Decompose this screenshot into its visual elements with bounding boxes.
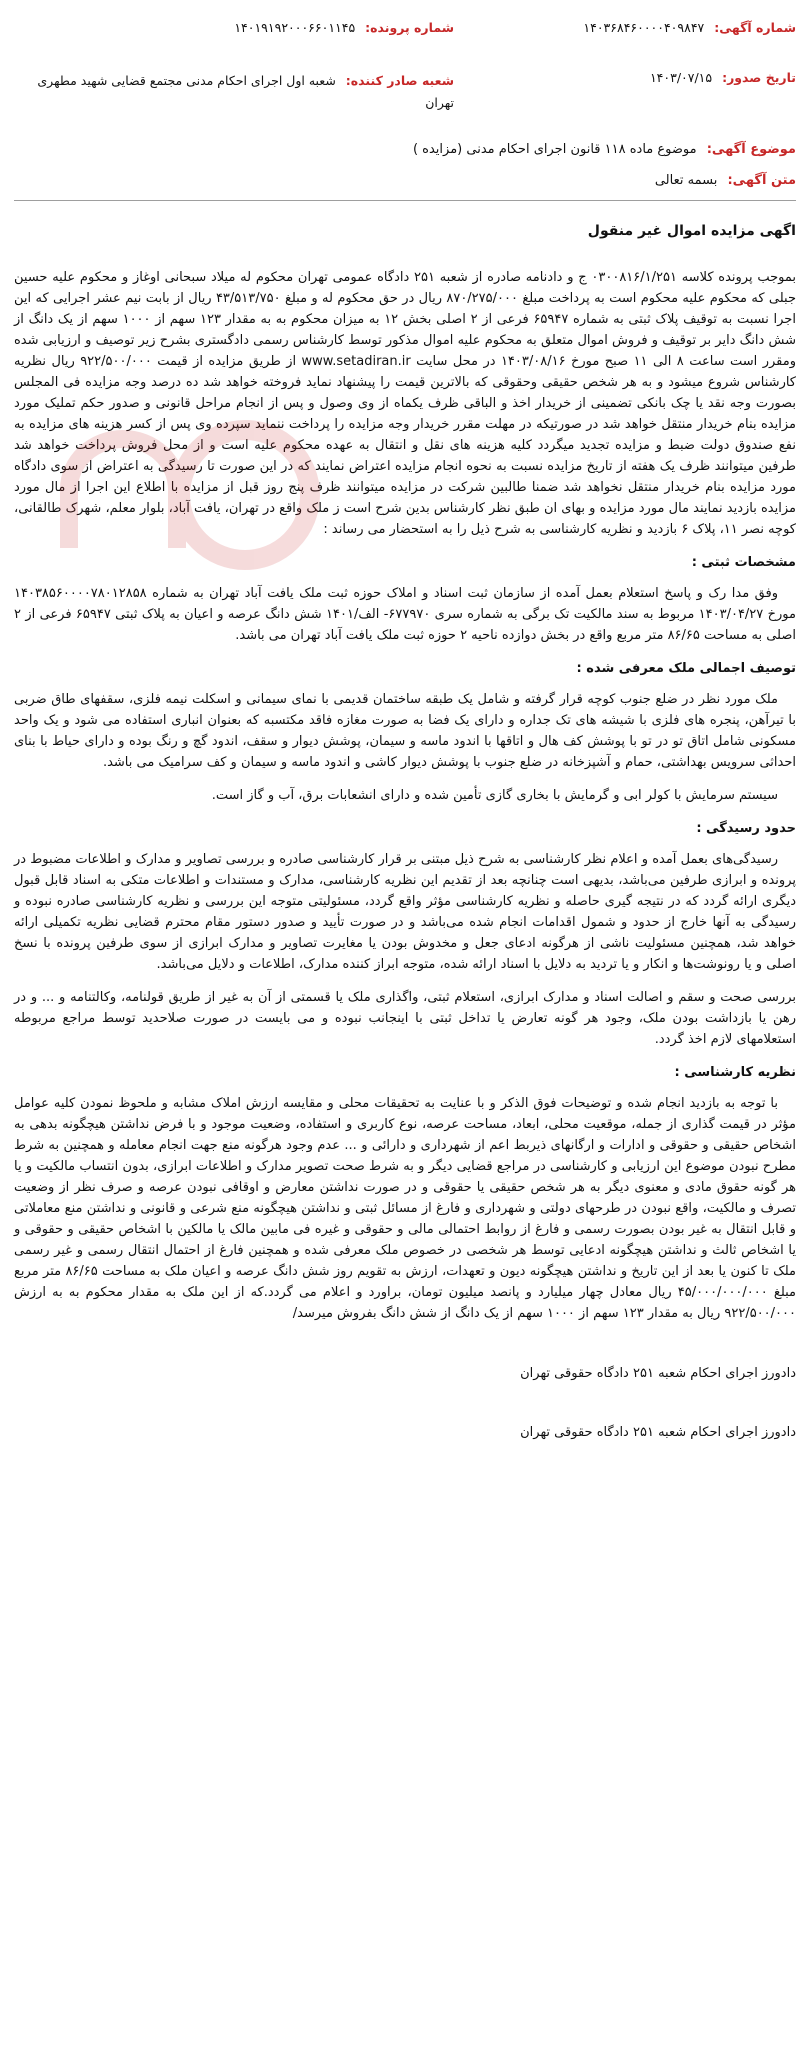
subject-label: موضوع آگهی: xyxy=(706,142,796,157)
notice-body xyxy=(14,267,796,1324)
signature-1: دادورز اجرای احکام شعبه ۲۵۱ دادگاه حقوقی تهران xyxy=(520,1366,796,1381)
issuing-branch-row xyxy=(34,70,454,114)
issue-date-value: ۱۴۰۳/۰۷/۱۵ xyxy=(649,70,713,85)
paragraph-facilities: سیستم سرمایش با کولر ابی و گرمایش با بخاری گازی تأمین شده و دارای انشعابات برق، آب و گاز است. xyxy=(211,788,778,803)
heading-registry: مشخصات ثبتی : xyxy=(691,555,796,570)
subject-value: موضوع ماده ۱۱۸ قانون اجرای احکام مدنی (مزایده ) xyxy=(412,142,697,157)
text-intro: بسمه تعالی xyxy=(654,173,718,188)
issue-date-label: تاریخ صدور: xyxy=(722,70,796,85)
ad-title: اگهی مزایده اموال غیر منقول xyxy=(587,223,796,239)
heading-opinion: نظریه کارشناسی : xyxy=(674,1065,796,1080)
signature-2: دادورز اجرای احکام شعبه ۲۵۱ دادگاه حقوقی تهران xyxy=(520,1425,796,1440)
paragraph-opinion: با توجه به بازدید انجام شده و توضیحات فوق الذکر و با عنایت به تحقیقات محلی و مقایسه ارزش املاک مشابه و ملحوظ نمودن کلیه عوامل مؤثر در قیمت گذاری از جمله، موقعیت محلی، ابعاد، مساحت عرصه، نوع کاربری و استفاده، وضعیت موجود و با فرض نداشتن هیچگونه بدهی به اشخاص حقیقی و حقوقی و ادارات و ارگانهای ذیربط اعم از شهرداری و دارائی و ... عدم وجود هرگونه منع جهت انجام معامله و همچنین به شرط مطرح نبودن موضوع این ارزیابی و کارشناسی در مراجع قضایی دیگر و به شرط صحت تصویر مدارک و اطلاعات ابرازی، بدون انتساب مالکیت و یا هر گونه حقوق مادی و معنوی دیگر به هر شخص حقیقی یا حقوقی و در صورت نداشتن معارض و اوقافی نبودن عرصه و صرف نظر از وضعیت تصرف و مالکیت، واقع نبودن در طرحهای دولتی و شهرداری و فارغ از مسائل ثبتی و نداشتن هیچگونه منع شرعی و قانونی و نداشتن منع معاملاتی و قابل انتقال به غیر بودن بصورت رسمی و فارغ از روابط احتمالی مالی و حقوقی و غیره فی مابین مالک یا مالکین با اشخاص حقیقی و حقوقی و یا اشخاص ثالث و نداشتن هیچگونه ادعایی توسط هر شخصی در خصوص ملک معرفی شده و همچنین فارغ از احتمال انتقال رسمی و غیر رسمی ملک تا کنون یا بعد از این تاریخ و نداشتن هیچگونه دیون و تعهدات، ارزش به تقویم روز شش دانگ عرصه و اعیان ملک به مساحت ۸۶/۶۵ متر مربع مبلغ ۴۵/۰۰۰/۰۰۰/۰۰۰ ریال معادل چهار میلیارد و پانصد میلیون تومان، براورد و اعلام می گردد.که از این ملک به مقدار محکوم به به ارزش ۹۲۲/۵۰۰/۰۰۰ ریال به مقدار ۱۲۳ سهم از ۱۰۰۰ سهم از یک دانگ از شش دانگ بفروش میرسد/ xyxy=(14,1096,797,1321)
paragraph-scope: رسیدگی‌های بعمل آمده و اعلام نظر کارشناسی به شرح ذیل مبتنی بر قرار کارشناسی صادره و بررسی تصاویر و مدارک و اطلاعات مضبوط در پرونده و ابرازی طرفین می‌باشد، بدیهی است چنانچه بعد از تقدیم این نظریه کارشناسی، مدارک و مستندات و اطلاعات متکی به اسناد قابل قبول دیگری ارائه گردد که در نتیجه گیری حاصله و نظریه کارشناسی مؤثر واقع گردد، مسئولیتی متوجه این بررسی و نظریه کارشناسی صادره نبوده و رسیدگی به آنها خارج از حدود و شمول اقدامات انجام شده می‌باشد و در صورت تأیید و صدور دستور مقام محترم قضایی نظریه تکمیلی ارائه خواهد شد، همچنین مسئولیت ناشی از هرگونه ادعای جعل و مخدوش بودن یا مغایرت تصاویر و مدارک ابرازی از سوی طرفین پرونده با نسخ اصلی و یا رونوشت‌ها و انکار و یا تردید به دلایل با اسناد ارائه شده، متوجه ابراز کننده مدارک، اطلاعات و دلایل می‌باشد. xyxy=(14,852,796,972)
subject-row xyxy=(14,142,796,157)
text-row xyxy=(14,173,796,188)
case-number-value: ۱۴۰۱۹۱۹۲۰۰۰۶۶۰۱۱۴۵ xyxy=(234,20,356,35)
paragraph-main: بموجب پرونده کلاسه ۰۳۰۰۸۱۶/۱/۲۵۱ ج و دادنامه صادره از شعبه ۲۵۱ دادگاه عمومی تهران محکوم له میلاد سبحانی اوغاز و محکوم علیه حسین جبلی که محکوم علیه محکوم است به پرداخت مبلغ ۸۷۰/۲۷۵/۰۰۰ ریال در حق محکوم له و مبلغ ۴۳/۵۱۳/۷۵۰ ریال از بابت نیم عشر اجرایی که این اجرا نسبت به توقیف پلاک ثبتی به شماره ۶۵۹۴۷ فرعی از ۲ اصلی بخش ۱۲ به میزان محکوم به به مقدار ۱۲۳ سهم از ۱۰۰۰ سهم از یک دانگ از شش دانگ دایر بر توقیف و فروش اموال متعلق به محکوم علیه اموال مذکور توسط کارشناس رسمی دادگستری بشرح زیر توصیف و ارزیابی شده ومقرر است ساعت ۸ الی ۱۱ صبح مورخ ۱۴۰۳/۰۸/۱۶ در محل سایت www.setadiran.ir از طریق مزایده از قیمت ۹۲۲/۵۰۰/۰۰۰ ریال نظریه کارشناس شروع میشود و به هر شخص حقیقی وحقوقی که بالاترین قیمت را پیشنهاد نماید فروخته خواهد شد ده درصد وجه مزایده فی المجلس بصورت وجه نقد یا چک بانکی تضمینی از خریدار اخذ و الباقی ظرف یکماه از وی وصول و پس از انجام مراحل قانونی و صدور حکم تملیک مورد مزایده بنام خریدار منتقل خواهد شد در صورتیکه در مهلت مقرر خریدار وجه مزایده را پرداخت ننماید سپرده وی پس از کسر هزینه های مزایده به نفع صندوق دولت ضبط و مزایده تجدید میگردد کلیه هزینه های نقل و انتقال به عهده محکوم علیه است و از محل فروش پرداخت خواهد شد طرفین میتوانند ظرف یک هفته از تاریخ مزایده نسبت به نحوه انجام مزایده اعتراض نمایند که در این صورت تا رسیدگی به اعتراض از سوی دادگاه مورد مزایده بنام خریدار منتقل نخواهد شد ضمنا طالبین شرکت در مزایده میتوانند ظرف پنج روز قبل از مزایده با اطلاع این اجرا از مال مورد مزایده بازدید نمایند مال مورد مزایده و بهای ان طبق نظر کارشناس بدین شرح است ز ملک واقع در تهران، یافت آباد، بلوار معلم، شهرک طالقانی، کوچه نصر ۱۱، پلاک ۶ بازدید و نظریه کارشناسی به شرح ذیل را به استحضار می رساند : xyxy=(14,270,797,537)
header-meta xyxy=(14,0,796,118)
issuing-branch-value: شعبه اول اجرای احکام مدنی مجتمع قضایی شهید مطهری تهران xyxy=(37,73,454,110)
paragraph-description: ملک مورد نظر در ضلع جنوب کوچه قرار گرفته و شامل یک طبقه ساختمان قدیمی با نمای سیمانی و اسکلت نیمه فلزی، سقفهای طاق ضربی با تیرآهن، پنجره های فلزی با شیشه های تک جداره و دارای یک فضا به صورت مغازه فاقد مکتسبه که بعنوان انباری استفاده می شود و یک واحد مسکونی شامل اتاق تو در تو با پوشش کف هال و اتاقها با اندود ماسه و سیمان، پوشش دیوار و سقف، اندود گچ و رنگ بوده و دارای حیاط با بنای احداثی سرویس بهداشتی، حمام و آشپزخانه در ضلع جنوب با پوشش دیوار کاشی و اندود ماسه و سیمان و کف سرامیک می باشد. xyxy=(14,692,796,770)
issuing-branch-label: شعبه صادر کننده: xyxy=(345,73,454,88)
case-number-label: شماره پرونده: xyxy=(365,20,454,35)
paragraph-registry: وفق مدا رک و پاسخ استعلام بعمل آمده از سازمان ثبت اسناد و املاک حوزه ثبت ملک یافت آباد تهران به شماره ۱۴۰۳۸۵۶۰۰۰۰۷۸۰۱۲۸۵۸ مورخ ۱۴۰۳/۰۴/۲۷ مربوط به سند مالکیت تک برگی به شماره سری ۶۷۷۹۷۰- الف/۱۴۰۱ شش دانگ عرصه و اعیان به پلاک ثبتی ۶۵۹۴۷ فرعی از ۲ اصلی به مساحت ۸۶/۶۵ متر مربع واقع در بخش دوازده ناحیه ۲ حوزه ثبت ملک یافت آباد تهران می باشد. xyxy=(14,586,796,643)
heading-scope: حدود رسیدگی : xyxy=(696,821,796,836)
header-divider xyxy=(14,200,796,201)
issue-date-row xyxy=(650,70,796,85)
ad-number-label: شماره آگهی: xyxy=(714,20,796,35)
paragraph-disclaimer: بررسی صحت و سقم و اصالت اسناد و مدارک ابرازی، استعلام ثبتی، واگذاری ملک یا قسمتی از آن به غیر از طریق قولنامه، وکالتنامه و ... و در رهن یا بازداشت بودن ملک، وجود هر گونه تعارض یا تداخل ثبتی با اینجانب نبوده و می بایست در صورت صلاحدید توسط مراجع مربوطه استعلامهای لازم اخذ گردد. xyxy=(14,990,796,1047)
case-number-row xyxy=(234,20,454,35)
ad-number-row xyxy=(583,20,796,35)
text-label: متن آگهی: xyxy=(727,173,796,188)
heading-description: توصیف اجمالی ملک معرفی شده : xyxy=(576,661,796,676)
ad-number-value: ۱۴۰۳۶۸۴۶۰۰۰۰۴۰۹۸۴۷ xyxy=(583,20,705,35)
